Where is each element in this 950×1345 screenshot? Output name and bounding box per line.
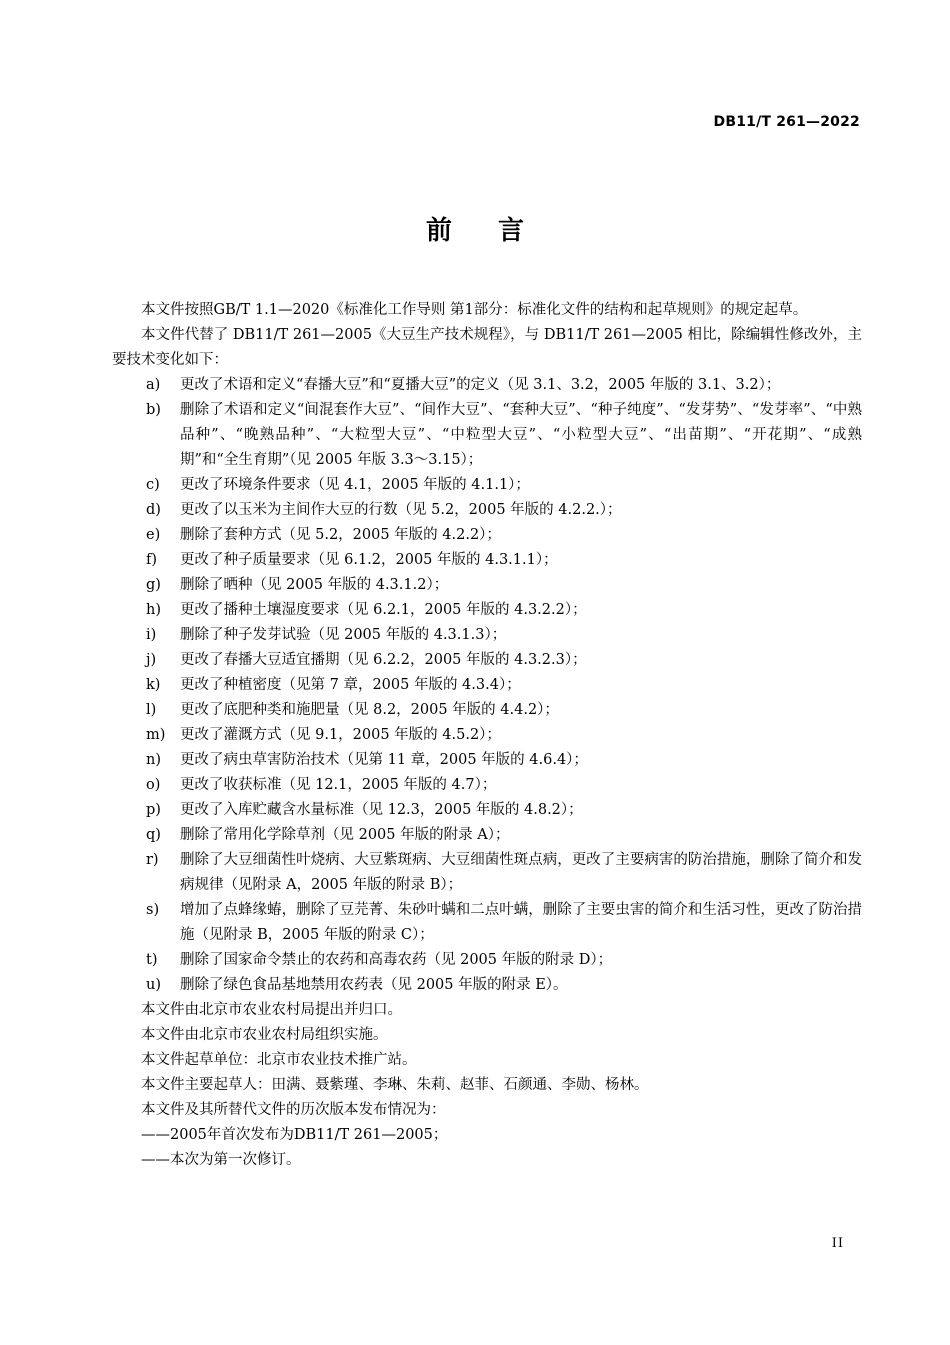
closing-paragraph: 本文件起草单位：北京市农业技术推广站。 <box>141 1052 417 1068</box>
list-item <box>112 373 862 398</box>
list-item-text: 删除了种子发芽试验（见 2005 年版的 4.3.1.3）； <box>180 627 507 643</box>
list-item-text: 增加了点蜂缘蝽，删除了豆芫菁、朱砂叶螨和二点叶螨，删除了主要虫害的简介和生活习性，更改了防治措施（见附录 B，2005 年版的附录 C）； <box>180 902 862 943</box>
foreword-body <box>112 298 862 1173</box>
closing-paragraph: 本文件及其所替代文件的历次版本发布情况为： <box>141 1102 446 1118</box>
closing-paragraph: 本文件主要起草人：田满、聂紫瑾、李琳、朱莉、赵菲、石颜通、李勋、杨林。 <box>141 1077 649 1093</box>
list-marker: i) <box>146 627 157 643</box>
list-marker: e) <box>146 527 161 543</box>
list-item-text: 删除了国家命令禁止的农药和高毒农药（见 2005 年版的附录 D）； <box>180 952 613 968</box>
changes-list <box>112 373 862 998</box>
list-item-text: 删除了套种方式（见 5.2，2005 年版的 4.2.2）； <box>180 527 501 543</box>
list-marker: u) <box>146 977 161 993</box>
list-marker: c) <box>146 477 160 493</box>
list-item <box>112 798 862 823</box>
list-item <box>112 823 862 848</box>
list-marker: d) <box>146 502 161 518</box>
list-item-text: 更改了收获标准（见 12.1，2005 年版的 4.7）； <box>180 777 497 793</box>
list-item <box>112 898 862 948</box>
list-marker: l) <box>146 702 157 718</box>
list-item <box>112 673 862 698</box>
intro-paragraph: 本文件按照GB/T 1.1—2020《标准化工作导则 第1部分：标准化文件的结构和起草规则》的规定起草。 <box>141 302 808 318</box>
list-item <box>112 398 862 473</box>
list-item <box>112 948 862 973</box>
list-item-text: 更改了术语和定义“春播大豆”和“夏播大豆”的定义（见 3.1、3.2，2005 年版的 3.1、3.2）； <box>180 377 781 393</box>
intro-paragraph: 本文件代替了 DB11/T 261—2005《大豆生产技术规程》，与 DB11/T 261—2005 相比，除编辑性修改外，主要技术变化如下： <box>112 327 862 368</box>
list-item-text: 更改了种植密度（见第 7 章，2005 年版的 4.3.4）； <box>180 677 521 693</box>
list-item <box>112 748 862 773</box>
list-marker: p) <box>146 802 161 818</box>
list-marker: b) <box>146 402 161 418</box>
list-marker: n) <box>146 752 161 768</box>
list-item-text: 更改了播种土壤湿度要求（见 6.2.1，2005 年版的 4.3.2.2）； <box>180 602 587 618</box>
list-item-text: 更改了灌溉方式（见 9.1，2005 年版的 4.5.2）； <box>180 727 501 743</box>
list-item-text: 更改了入库贮藏含水量标准（见 12.3，2005 年版的 4.8.2）； <box>180 802 583 818</box>
list-marker: h) <box>146 602 161 618</box>
list-marker: j) <box>146 652 157 668</box>
closing-paragraph: ——2005年首次发布为DB11/T 261—2005； <box>141 1127 448 1143</box>
list-item-text: 删除了晒种（见 2005 年版的 4.3.1.2）； <box>180 577 449 593</box>
page-number: II <box>831 1236 844 1251</box>
list-item-text: 删除了绿色食品基地禁用农药表（见 2005 年版的附录 E）。 <box>180 977 568 993</box>
list-item-text: 删除了大豆细菌性叶烧病、大豆紫斑病、大豆细菌性斑点病，更改了主要病害的防治措施，删除了简介和发病规律（见附录 A，2005 年版的附录 B）； <box>180 852 862 893</box>
list-marker: m) <box>146 727 166 743</box>
list-marker: f) <box>146 552 158 568</box>
list-item-text: 更改了环境条件要求（见 4.1，2005 年版的 4.1.1）； <box>180 477 530 493</box>
list-item <box>112 848 862 898</box>
list-marker: s) <box>146 902 160 918</box>
list-item <box>112 623 862 648</box>
list-marker: g) <box>146 577 161 593</box>
closing-paragraph: 本文件由北京市农业农村局组织实施。 <box>141 1027 388 1043</box>
list-item <box>112 498 862 523</box>
list-item <box>112 573 862 598</box>
list-item <box>112 648 862 673</box>
list-item <box>112 698 862 723</box>
list-marker: t) <box>146 952 158 968</box>
page-title: 前言 <box>425 216 570 246</box>
list-marker: o) <box>146 777 161 793</box>
list-item-text: 更改了底肥种类和施肥量（见 8.2，2005 年版的 4.4.2）； <box>180 702 559 718</box>
list-item-text: 删除了常用化学除草剂（见 2005 年版的附录 A）； <box>180 827 510 843</box>
list-item <box>112 973 862 998</box>
list-item-text: 更改了以玉米为主间作大豆的行数（见 5.2，2005 年版的 4.2.2.）； <box>180 502 622 518</box>
list-marker: k) <box>146 677 161 693</box>
standard-code: DB11/T 261—2022 <box>713 114 860 130</box>
list-item-text: 更改了种子质量要求（见 6.1.2，2005 年版的 4.3.1.1）； <box>180 552 558 568</box>
list-marker: r) <box>146 852 159 868</box>
list-item-text: 更改了病虫草害防治技术（见第 11 章，2005 年版的 4.6.4）； <box>180 752 588 768</box>
list-item <box>112 523 862 548</box>
list-item <box>112 723 862 748</box>
list-item <box>112 473 862 498</box>
closing-paragraph: ——本次为第一次修订。 <box>141 1152 301 1168</box>
list-item <box>112 548 862 573</box>
list-item <box>112 598 862 623</box>
list-marker: a) <box>146 377 161 393</box>
closing-paragraph: 本文件由北京市农业农村局提出并归口。 <box>141 1002 402 1018</box>
list-item-text: 更改了春播大豆适宜播期（见 6.2.2，2005 年版的 4.3.2.3）； <box>180 652 587 668</box>
list-marker: q) <box>146 827 161 843</box>
list-item-text: 删除了术语和定义“间混套作大豆”、“间作大豆”、“套种大豆”、“种子纯度”、“发芽势”、“发芽率”、“中熟品种”、“晚熟品种”、“大粒型大豆”、“中粒型大豆”、“小粒型大豆”、“出苗期”、“开花期”、“成熟期”和“全生育期”（见 2005 年版 3.3～3.15）； <box>180 402 862 468</box>
list-item <box>112 773 862 798</box>
